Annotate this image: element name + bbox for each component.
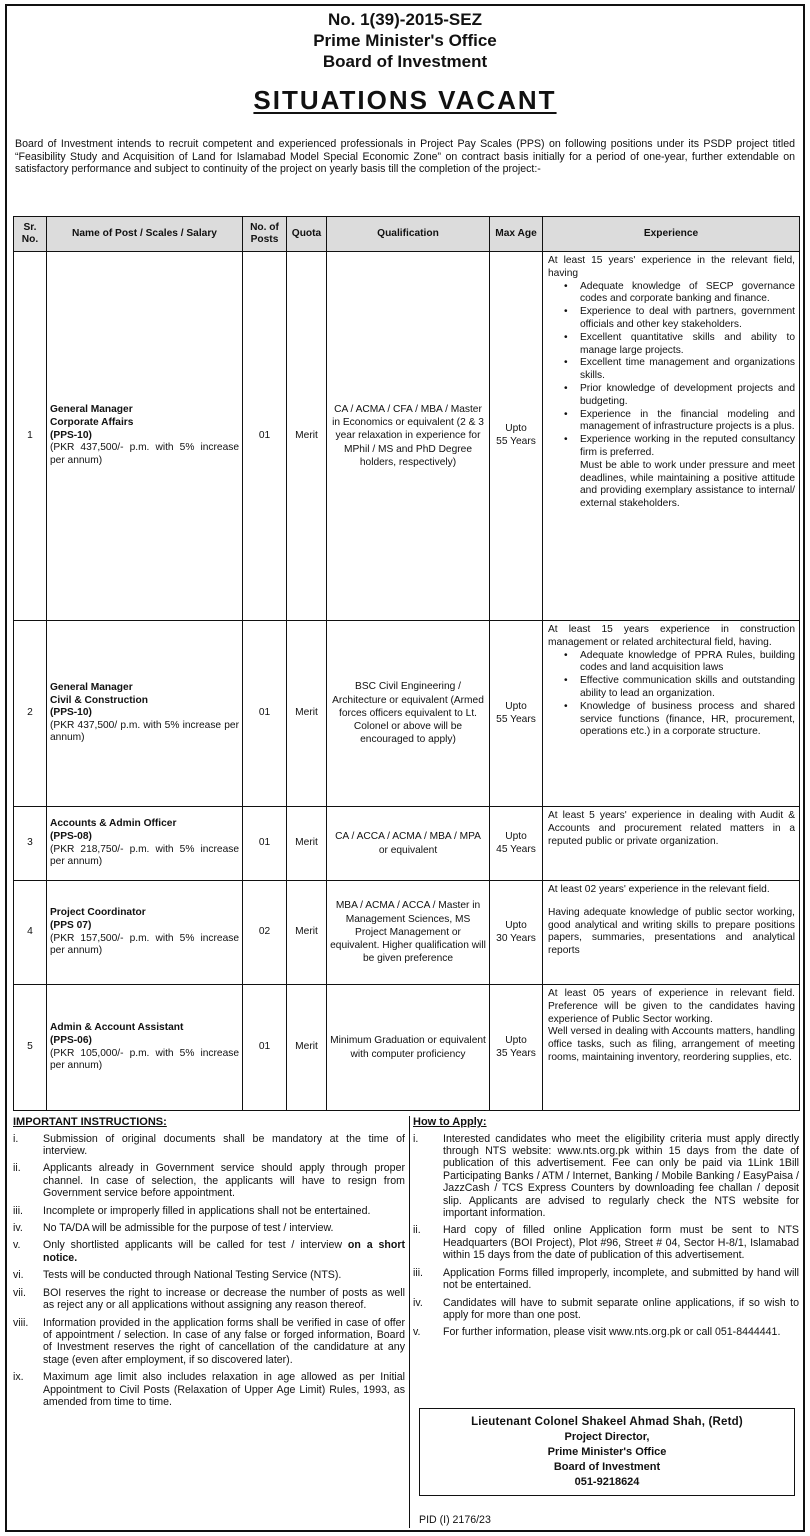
list-item — [413, 1224, 799, 1261]
qualification-cell: MBA / ACMA / ACCA / Master in Management Sciences, MS Project Management or equivalent. Higher qualification will be given preference — [327, 881, 490, 985]
header-max-age: Max Age — [490, 217, 543, 252]
experience-note: Must be able to work under pressure and meet deadlines, while maintaining a positive attitude and providing exemplary assistance to internal/ external stakeholders. — [580, 459, 795, 510]
experience-intro: At least 02 years' experience in the relevant field. — [548, 884, 770, 895]
list-item: • Prior knowledge of development projects and budgeting. — [574, 383, 795, 409]
list-item — [13, 1269, 405, 1281]
posts-cell: 01 — [243, 985, 287, 1111]
experience-detail: Having adequate knowledge of public sector working, good analytical and writing skills to prepare positions papers, summaries, presentations and analytical reports — [548, 906, 795, 957]
post-scale: (PPS 07) — [50, 919, 92, 931]
qualification-cell: CA / ACMA / CFA / MBA / Master in Economics or equivalent (2 & 3 year relaxation in experience for MPhil / MS and PhD Degree holders, respectively) — [327, 252, 490, 621]
posts-cell: 01 — [243, 807, 287, 881]
item-text: Maximum age limit also includes relaxation in age allowed as per Initial Appointment to Civil Posts (Relaxation of Upper Age Limit) Rules, 1993, as amended from time to time. — [43, 1371, 405, 1408]
experience-intro: At least 15 years' experience in the relevant field, having — [548, 255, 795, 279]
experience-list — [574, 281, 795, 460]
item-number: ii. — [13, 1162, 21, 1175]
post-salary: (PKR 437,500/ p.m. with 5% increase per annum) — [50, 719, 239, 744]
age-cell: Upto 55 Years — [490, 252, 543, 621]
item-text: Tests will be conducted through National Testing Service (NTS). — [43, 1269, 342, 1282]
list-item — [413, 1133, 799, 1220]
instructions-column — [13, 1116, 405, 1413]
list-item — [413, 1297, 799, 1322]
quota-cell: Merit — [287, 621, 327, 807]
item-text-wrapper — [43, 1239, 405, 1264]
header-experience: Experience — [543, 217, 800, 252]
item-number: v. — [13, 1239, 21, 1252]
age-cell: Upto 35 Years — [490, 985, 543, 1111]
header-sr: Sr. No. — [14, 217, 47, 252]
list-item — [413, 1267, 799, 1292]
quota-cell: Merit — [287, 881, 327, 985]
experience-cell — [543, 985, 800, 1111]
table-row — [14, 881, 800, 985]
item-number: iii. — [413, 1266, 424, 1279]
item-text-bold: on a short notice. — [43, 1239, 405, 1264]
list-item — [13, 1317, 405, 1367]
item-number: v. — [413, 1326, 421, 1339]
sr-cell: 5 — [14, 985, 47, 1111]
advertisement-page — [5, 4, 805, 1532]
item-number: ix. — [13, 1371, 24, 1384]
item-number: vii. — [13, 1286, 26, 1299]
experience-cell — [543, 621, 800, 807]
post-salary: (PKR 218,750/- p.m. with 5% increase per annum) — [50, 843, 239, 868]
qualification-cell: CA / ACCA / ACMA / MBA / MPA or equivalent — [327, 807, 490, 881]
item-number: iv. — [13, 1222, 23, 1235]
experience-intro: At least 15 years experience in construction management or related architectural field, having. — [548, 624, 795, 648]
post-name: Admin & Account Assistant — [50, 1022, 184, 1034]
experience-cell — [543, 252, 800, 621]
instructions-heading: IMPORTANT INSTRUCTIONS: — [13, 1116, 167, 1128]
signatory-board: Board of Investment — [553, 1461, 661, 1473]
posts-cell: 01 — [243, 621, 287, 807]
table-row — [14, 252, 800, 621]
table-row — [14, 621, 800, 807]
posts-table — [13, 216, 800, 1111]
pid-number: PID (I) 2176/23 — [419, 1514, 491, 1526]
post-name-line2: Civil & Construction — [50, 694, 148, 706]
experience-intro: At least 05 years of experience in relevant field. Preference will be given to the candidates having experience of Public Sector working. — [548, 988, 795, 1025]
office-name: Prime Minister's Office — [313, 31, 497, 50]
post-name: General Manager — [50, 681, 133, 693]
list-item: • Adequate knowledge of SECP governance codes and corporate banking and finance. — [574, 281, 795, 307]
post-scale: (PPS-10) — [50, 429, 92, 441]
table-header-row — [14, 217, 800, 252]
experience-intro: At least 5 years' experience in dealing with Audit & Accounts and procurement related matters in a reputed public or private organization. — [548, 810, 795, 847]
item-text: Incomplete or improperly filled in applications shall not be entertained. — [43, 1204, 371, 1217]
list-item: • Experience in the financial modeling and management of infrastructure projects is a plus. — [574, 409, 795, 435]
experience-cell — [543, 881, 800, 985]
signatory-designation: Project Director, — [564, 1431, 650, 1443]
table-row — [14, 807, 800, 881]
header — [7, 6, 803, 72]
item-text: BOI reserves the right to increase or decrease the number of posts as well as reject any or all applications without assigning any reason thereof. — [43, 1286, 405, 1312]
item-number: i. — [13, 1132, 19, 1145]
post-salary: (PKR 105,000/- p.m. with 5% increase per annum) — [50, 1047, 239, 1072]
signatory-name: Lieutenant Colonel Shakeel Ahmad Shah, (Retd) — [471, 1416, 743, 1428]
sr-cell: 2 — [14, 621, 47, 807]
signatory-phone: 051-9218624 — [574, 1476, 640, 1488]
list-item: • Excellent quantitative skills and ability to manage large projects. — [574, 332, 795, 358]
lower-section — [13, 1116, 799, 1528]
board-name: Board of Investment — [322, 52, 488, 71]
quota-cell: Merit — [287, 807, 327, 881]
item-text: Applicants already in Government service should apply through proper channel. In case of selection, the applicants will have to resign from Government service before appointment. — [43, 1162, 405, 1200]
header-quota: Quota — [287, 217, 327, 252]
post-cell — [47, 985, 243, 1111]
item-text: Application Forms filled improperly, incomplete, and submitted by hand will not be entertained. — [443, 1266, 799, 1292]
reference-number: No. 1(39)-2015-SEZ — [328, 10, 482, 29]
item-number: i. — [413, 1132, 419, 1145]
list-item — [13, 1287, 405, 1312]
age-cell: Upto 45 Years — [490, 807, 543, 881]
posts-cell: 01 — [243, 252, 287, 621]
list-item: • Adequate knowledge of PPRA Rules, building codes and land acquisition laws — [574, 650, 795, 676]
column-divider — [409, 1116, 410, 1528]
experience-cell — [543, 807, 800, 881]
list-item — [13, 1162, 405, 1199]
sr-cell: 3 — [14, 807, 47, 881]
sr-cell: 1 — [14, 252, 47, 621]
post-cell — [47, 807, 243, 881]
how-to-apply-column — [413, 1116, 799, 1526]
list-item — [13, 1222, 405, 1234]
post-salary: (PKR 157,500/- p.m. with 5% increase per annum) — [50, 932, 239, 957]
post-scale: (PPS-08) — [50, 830, 92, 842]
list-item: • Effective communication skills and outstanding ability to lead an organization. — [574, 675, 795, 701]
signature-block — [419, 1408, 795, 1496]
posts-cell: 02 — [243, 881, 287, 985]
how-to-apply-list — [413, 1133, 799, 1339]
list-item: • Knowledge of business process and shared service functions (finance, HR, procurement, operations etc.) in a corporate structure. — [574, 701, 795, 739]
post-cell — [47, 621, 243, 807]
list-item — [413, 1326, 799, 1338]
title-text: SITUATIONS VACANT — [253, 85, 557, 115]
post-name: Accounts & Admin Officer — [50, 818, 177, 830]
item-text: Only shortlisted applicants will be called for test / interview — [43, 1239, 343, 1252]
post-scale: (PPS-06) — [50, 1034, 92, 1046]
item-number: vi. — [13, 1269, 24, 1282]
item-text: No TA/DA will be admissible for the purpose of test / interview. — [43, 1222, 334, 1235]
post-cell — [47, 252, 243, 621]
experience-list — [574, 650, 795, 740]
list-item — [13, 1371, 405, 1408]
qualification-cell: BSC Civil Engineering / Architecture or equivalent (Armed forces officers equivalent to Lt. Colonel or above will be encouraged to apply) — [327, 621, 490, 807]
item-text: Candidates will have to submit separate online applications, if so wish to apply for more than one post. — [443, 1296, 799, 1321]
page-title — [7, 84, 803, 116]
table-row — [14, 985, 800, 1111]
header-qualification: Qualification — [327, 217, 490, 252]
intro-paragraph: Board of Investment intends to recruit competent and experienced professionals in Project Pay Scales (PPS) on following positions under its PSDP project titled “Feasibility Study and Acquisition of Land for Islamabad Model Special Economic Zone” on contract basis initially for a period of one-year, further extendable on satisfactory performance and subject to continuity of the project on yearly basis till the completion of the project:- — [15, 138, 795, 176]
item-number: iii. — [13, 1204, 24, 1217]
post-scale: (PPS-10) — [50, 707, 92, 719]
item-number: viii. — [13, 1316, 29, 1329]
post-name: General Manager — [50, 404, 133, 416]
quota-cell: Merit — [287, 985, 327, 1111]
spacer — [548, 897, 795, 907]
list-item: • Experience working in the reputed consultancy firm is preferred. — [574, 434, 795, 460]
item-text: Submission of original documents shall be mandatory at the time of interview. — [43, 1132, 405, 1158]
post-cell — [47, 881, 243, 985]
qualification-cell: Minimum Graduation or equivalent with computer proficiency — [327, 985, 490, 1111]
item-text: Hard copy of filled online Application form must be sent to NTS Headquarters (BOI Project), Plot #96, Street # 04, Sector H-8/1, Islamabad within 15 days from the date of publication of this advertisement. — [443, 1224, 799, 1262]
post-name: Project Coordinator — [50, 907, 146, 919]
post-salary: (PKR 437,500/- p.m. with 5% increase per annum) — [50, 442, 239, 466]
age-cell: Upto 55 Years — [490, 621, 543, 807]
instructions-list — [13, 1133, 405, 1409]
list-item: • Experience to deal with partners, government officials and other key stakeholders. — [574, 306, 795, 332]
quota-cell: Merit — [287, 252, 327, 621]
list-item — [13, 1239, 405, 1264]
item-text: For further information, please visit www.nts.org.pk or call 051-8444441. — [443, 1326, 781, 1339]
list-item — [13, 1133, 405, 1158]
item-number: ii. — [413, 1224, 421, 1237]
how-to-apply-heading: How to Apply: — [413, 1116, 487, 1128]
signatory-office: Prime Minister's Office — [547, 1446, 667, 1458]
sr-cell: 4 — [14, 881, 47, 985]
list-item: • Excellent time management and organizations skills. — [574, 357, 795, 383]
header-posts: No. of Posts — [243, 217, 287, 252]
item-text: Interested candidates who meet the eligibility criteria must apply directly through NTS website: www.nts.org.pk within 15 days from the date of publication of this advertisement. Fee can only be paid via 1Link 1Bill Participating Banks / ATM / Internet, Banking / Mobile Banking / EasyPaisa / JazzCash / TCS Express Counters by downloading fee challan / deposit slip. Applicants are advised to regularly check the NTS website for important information. — [443, 1132, 799, 1220]
item-text: Information provided in the application forms shall be verified in case of offer of appointment / selection. In case of any false or forged information, Board of Investment reserves the right of cancellation of the candidature at any stage (even after employment, if so discovered later). — [43, 1316, 405, 1366]
item-number: iv. — [413, 1296, 423, 1309]
post-name-line2: Corporate Affairs — [50, 417, 134, 429]
experience-detail: Well versed in dealing with Accounts matters, handling office tasks, such as filing, arrangement of meeting rooms, maintaining inventory, reordering supplies, etc. — [548, 1026, 795, 1063]
header-post-name: Name of Post / Scales / Salary — [47, 217, 243, 252]
age-cell: Upto 30 Years — [490, 881, 543, 985]
list-item — [13, 1205, 405, 1217]
